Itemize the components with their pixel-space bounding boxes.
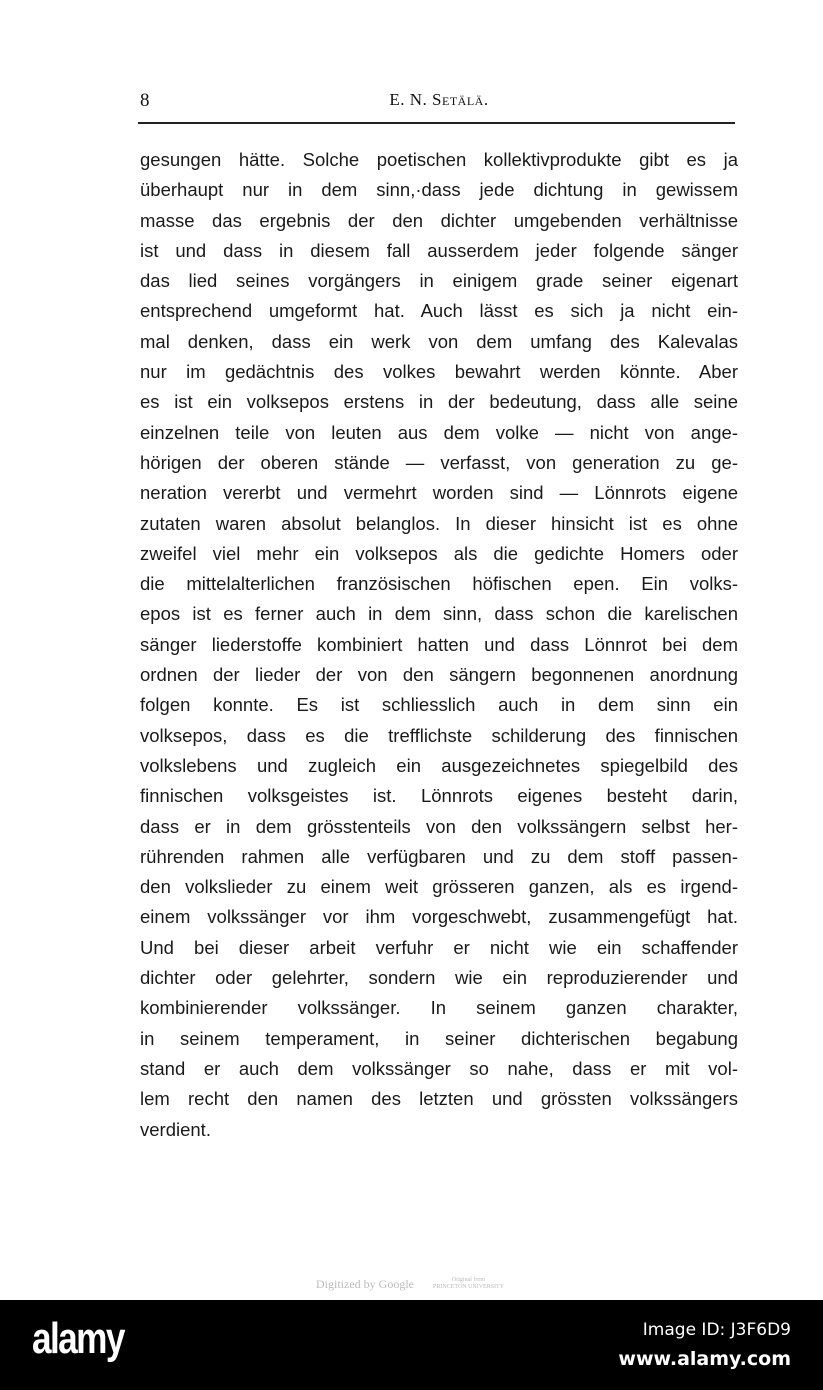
text-line: die mittelalterlichen französischen höfischen epen. Ein volks-	[140, 573, 738, 595]
text-line: volkslebens und zugleich ein ausgezeichnetes spiegelbild des	[140, 754, 738, 776]
text-line: den volkslieder zu einem weit grösseren ganzen, als es irgend-	[140, 876, 738, 898]
princeton-watermark	[433, 1277, 504, 1291]
text-line: sänger liederstoffe kombiniert hatten und dass Lönnrot bei dem	[140, 633, 738, 655]
body-text	[140, 145, 738, 1145]
text-line: das lied seines vorgängers in einigem grade seiner eigenart	[140, 270, 738, 292]
text-line: stand er auch dem volkssänger so nahe, dass er mit vol-	[140, 1057, 738, 1079]
text-line: überhaupt nur in dem sinn,·dass jede dichtung in gewissem	[140, 179, 738, 201]
text-line: einzelnen teile von leuten aus dem volke — nicht von ange-	[140, 421, 738, 443]
text-line: volksepos, dass es die trefflichste schilderung des finnischen	[140, 724, 738, 746]
alamy-footer	[0, 1300, 823, 1390]
text-line: epos ist es ferner auch in dem sinn, dass schon die karelischen	[140, 603, 738, 625]
header-rule	[138, 122, 735, 124]
text-line: folgen konnte. Es ist schliesslich auch in dem sinn ein	[140, 694, 738, 716]
running-header	[140, 90, 738, 114]
digitized-by-google-watermark: Digitized by Google	[316, 1277, 414, 1291]
text-line: ordnen der lieder der von den sängern begonnenen anordnung	[140, 664, 738, 686]
text-line: zweifel viel mehr ein volksepos als die gedichte Homers oder	[140, 542, 738, 564]
alamy-logo: alamy	[32, 1314, 124, 1363]
text-line: rührenden rahmen alle verfügbaren und zu dem stoff passen-	[140, 845, 738, 867]
text-line: einem volkssänger vor ihm vorgeschwebt, zusammengefügt hat.	[140, 906, 738, 928]
page-number: 8	[140, 90, 150, 111]
text-line: Und bei dieser arbeit verfuhr er nicht wie ein schaffender	[140, 936, 738, 958]
text-line: masse das ergebnis der den dichter umgebenden verhältnisse	[140, 209, 738, 231]
image-id: Image ID: J3F6D9	[642, 1320, 791, 1340]
original-from-text: Original from	[451, 1277, 486, 1283]
text-line: ist und dass in diesem fall ausserdem jeder folgende sänger	[140, 239, 738, 261]
text-line: kombinierender volkssänger. In seinem ganzen charakter,	[140, 997, 738, 1019]
text-line: nur im gedächtnis des volkes bewahrt werden könnte. Aber	[140, 361, 738, 383]
text-line: gesungen hätte. Solche poetischen kollektivprodukte gibt es ja	[140, 149, 738, 170]
text-line: in seinem temperament, in seiner dichterischen begabung	[140, 1027, 738, 1049]
text-line: dichter oder gelehrter, sondern wie ein reproduzierender und	[140, 967, 738, 989]
running-title: E. N. Setälä.	[389, 90, 489, 109]
text-line: mal denken, dass ein werk von dem umfang des Kalevalas	[140, 330, 738, 352]
text-line: es ist ein volksepos erstens in der bedeutung, dass alle seine	[140, 391, 738, 413]
text-line: hörigen der oberen stände — verfasst, von generation zu ge-	[140, 451, 738, 473]
text-line: verdient.	[140, 1118, 211, 1140]
text-line: neration vererbt und vermehrt worden sind — Lönnrots eigene	[140, 482, 738, 504]
text-line: dass er in dem grösstenteils von den volkssängern selbst her-	[140, 815, 738, 837]
text-line: entsprechend umgeformt hat. Auch lässt es sich ja nicht ein-	[140, 300, 738, 322]
text-line: zutaten waren absolut belanglos. In dieser hinsicht ist es ohne	[140, 512, 738, 534]
alamy-url[interactable]: www.alamy.com	[618, 1348, 791, 1370]
text-line: finnischen volksgeistes ist. Lönnrots eigenes besteht darin,	[140, 785, 738, 807]
text-line: lem recht den namen des letzten und grössten volkssängers	[140, 1088, 738, 1110]
princeton-text: PRINCETON UNIVERSITY	[433, 1284, 505, 1290]
